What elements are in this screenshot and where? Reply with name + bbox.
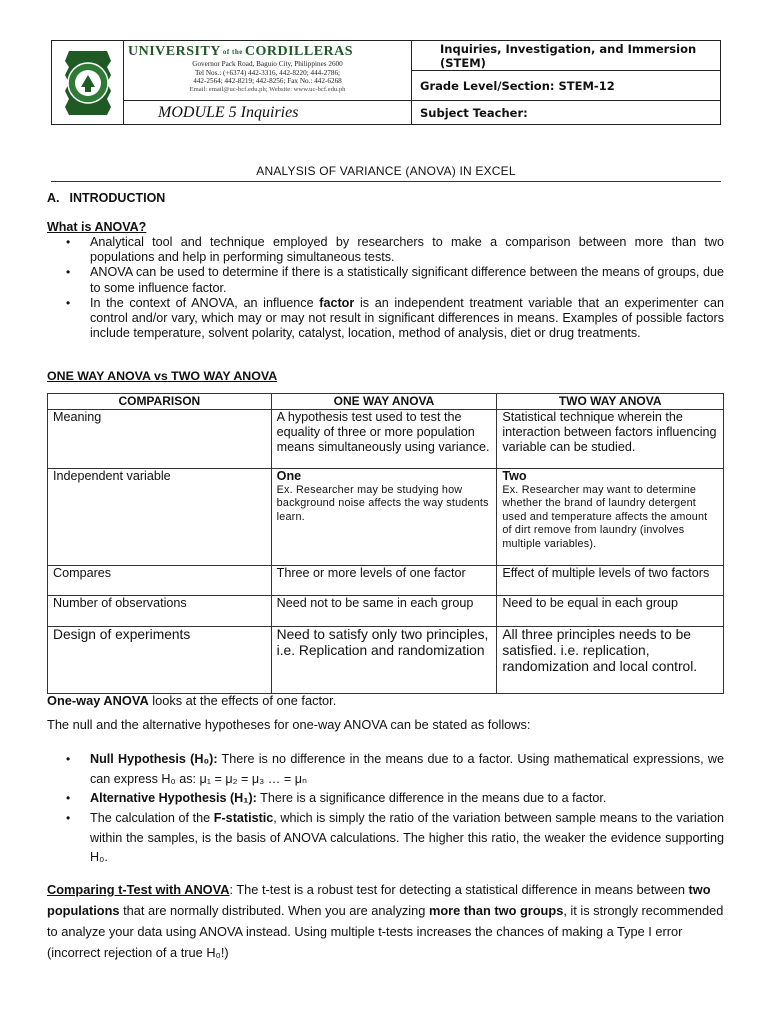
list-item: • ANOVA can be used to determine if there is a statistically significant difference between the means of groups, due to some influence factor. <box>62 265 724 295</box>
university-info <box>124 41 412 101</box>
row-label: Design of experiments <box>48 627 272 694</box>
null-hypothesis-label: Null Hypothesis (H₀): <box>90 752 218 766</box>
title-divider <box>51 181 721 182</box>
section-title: INTRODUCTION <box>69 191 166 205</box>
ttest-text: : The t-test is a robust test for detecting a statistical difference in means between <box>229 882 689 897</box>
ttest-heading: Comparing t-Test with ANOVA <box>47 882 230 897</box>
university-seal-icon <box>59 47 117 119</box>
course-title: Inquiries, Investigation, and Immersion (STEM) <box>440 41 697 70</box>
table-cell: Need not to be same in each group <box>271 596 497 627</box>
module-cell <box>124 101 412 124</box>
university-name-of: of the <box>222 48 243 56</box>
row-label: Number of observations <box>48 596 272 627</box>
table-row <box>48 596 724 627</box>
grade-level: Grade Level/Section: STEM-12 <box>420 78 615 93</box>
fstat-list <box>62 809 724 868</box>
tel-line: Tel Nos.: (+6374) 442-3316, 442-8220; 444-2786; <box>194 68 341 77</box>
table-cell: A hypothesis test used to test the equality of three or more population means simultaneously using variance. <box>271 410 497 469</box>
cell-example: Ex. Researcher may want to determine whether the brand of laundry detergent used and temperature affects the amount of dirt remove from laundry (involves multiple variables). <box>502 484 708 550</box>
university-name <box>128 44 407 60</box>
bullet-bold-term: factor <box>319 295 355 310</box>
email-line: Email: email@uc-bcf.edu.ph; Website: www.uc-bcf.edu.ph <box>189 85 346 93</box>
ttest-text: , it is strongly recommended to analyze your data using ANOVA instead. Using multiple t-tests increases the chances of making a Type I error (incorrect rejection of a true H₀!) <box>47 903 724 960</box>
fstat-text: The calculation of the <box>90 811 214 825</box>
list-item <box>62 750 724 789</box>
module-title: MODULE 5 Inquiries <box>158 103 299 121</box>
oneway-term: One-way ANOVA <box>47 693 149 708</box>
list-item <box>62 789 724 809</box>
fstat-term: F-statistic <box>213 811 274 825</box>
column-header: TWO WAY ANOVA <box>497 394 724 410</box>
table-cell: Statistical technique wherein the interaction between factors influencing variable can be studied. <box>497 410 724 469</box>
list-item: • Analytical tool and technique employed by researchers to make a comparison between more than two populations and help in performing simultaneous tests. <box>62 235 724 265</box>
teacher-cell <box>412 101 720 124</box>
university-name-part1: UNIVERSITY <box>128 44 221 59</box>
anova-bullet-list <box>62 235 724 341</box>
fstat-text: , which is simply the ratio of the variation between sample means to the variation within the samples, is the basis of ANOVA calculations. The higher this ratio, the weaker the evidence supporting H₀. <box>90 811 725 864</box>
table-row <box>48 566 724 596</box>
what-is-anova-heading: What is ANOVA? <box>47 220 147 234</box>
ttest-paragraph <box>47 879 727 963</box>
column-header: COMPARISON <box>48 394 272 410</box>
row-label: Independent variable <box>48 469 272 566</box>
list-item <box>62 296 724 342</box>
document-header <box>51 40 721 125</box>
cell-example: Ex. Researcher may be studying how background noise affects the way students learn. <box>276 484 489 523</box>
section-heading <box>47 191 165 205</box>
hypotheses-list <box>62 750 724 809</box>
comparison-heading: ONE WAY ANOVA vs TWO WAY ANOVA <box>47 369 278 383</box>
ttest-text: that are normally distributed. When you are analyzing <box>119 903 429 918</box>
ttest-bold: more than two groups <box>428 903 564 918</box>
row-label: Meaning <box>48 410 272 469</box>
page-title: ANALYSIS OF VARIANCE (ANOVA) IN EXCEL <box>256 164 516 178</box>
oneway-intro <box>47 690 727 711</box>
table-row <box>48 469 724 566</box>
tel-line-2: 442-2564; 442-8219; 442-8256; Fax No.: 442-6268 <box>193 77 342 85</box>
row-label: Compares <box>48 566 272 596</box>
university-address <box>128 60 407 94</box>
ttest-bold: two populations <box>47 882 711 918</box>
hypotheses-intro: The null and the alternative hypotheses for one-way ANOVA can be stated as follows: <box>47 717 531 732</box>
table-cell: Need to satisfy only two principles, i.e. Replication and randomization <box>271 627 497 694</box>
university-logo-cell <box>52 41 124 124</box>
table-cell <box>497 469 724 566</box>
table-header-row <box>48 394 724 410</box>
list-item <box>62 809 724 868</box>
table-cell: All three principles needs to be satisfied. i.e. replication, randomization and local control. <box>497 627 724 694</box>
cell-heading: One <box>276 469 302 483</box>
university-name-part2: CORDILLERAS <box>244 44 354 59</box>
subject-teacher: Subject Teacher: <box>420 105 528 120</box>
column-header: ONE WAY ANOVA <box>271 394 497 410</box>
table-cell: Effect of multiple levels of two factors <box>497 566 724 596</box>
grade-cell <box>412 71 720 101</box>
comparison-table <box>47 393 724 694</box>
address-line: Governor Pack Road, Baguio City, Philippines 2600 <box>192 60 343 68</box>
oneway-text: looks at the effects of one factor. <box>148 693 337 708</box>
course-cell <box>412 41 720 71</box>
table-cell: Three or more levels of one factor <box>271 566 497 596</box>
section-letter: A. <box>47 191 60 205</box>
table-cell: Need to be equal in each group <box>497 596 724 627</box>
table-row <box>48 410 724 469</box>
bullet-text: is an independent treatment variable that an experimenter can control and/or vary, which may or may not result in significant differences in means. Examples of possible factors include temperature, solvent polarity, catalyst, location, method of analysis, diet or drug treatments. <box>90 295 724 341</box>
cell-heading: Two <box>502 469 527 483</box>
alt-hypothesis-label: Alternative Hypothesis (H₁): <box>90 791 257 805</box>
table-cell <box>271 469 497 566</box>
bullet-text: In the context of ANOVA, an influence <box>90 295 320 310</box>
alt-hypothesis-text: There is a significance difference in the means due to a factor. <box>256 791 607 805</box>
table-row <box>48 627 724 694</box>
null-hypothesis-text: There is no difference in the means due to a factor. Using mathematical expressions, we can express H₀ as: μ₁ = μ₂ = μ₃ … = μₙ <box>90 752 724 786</box>
